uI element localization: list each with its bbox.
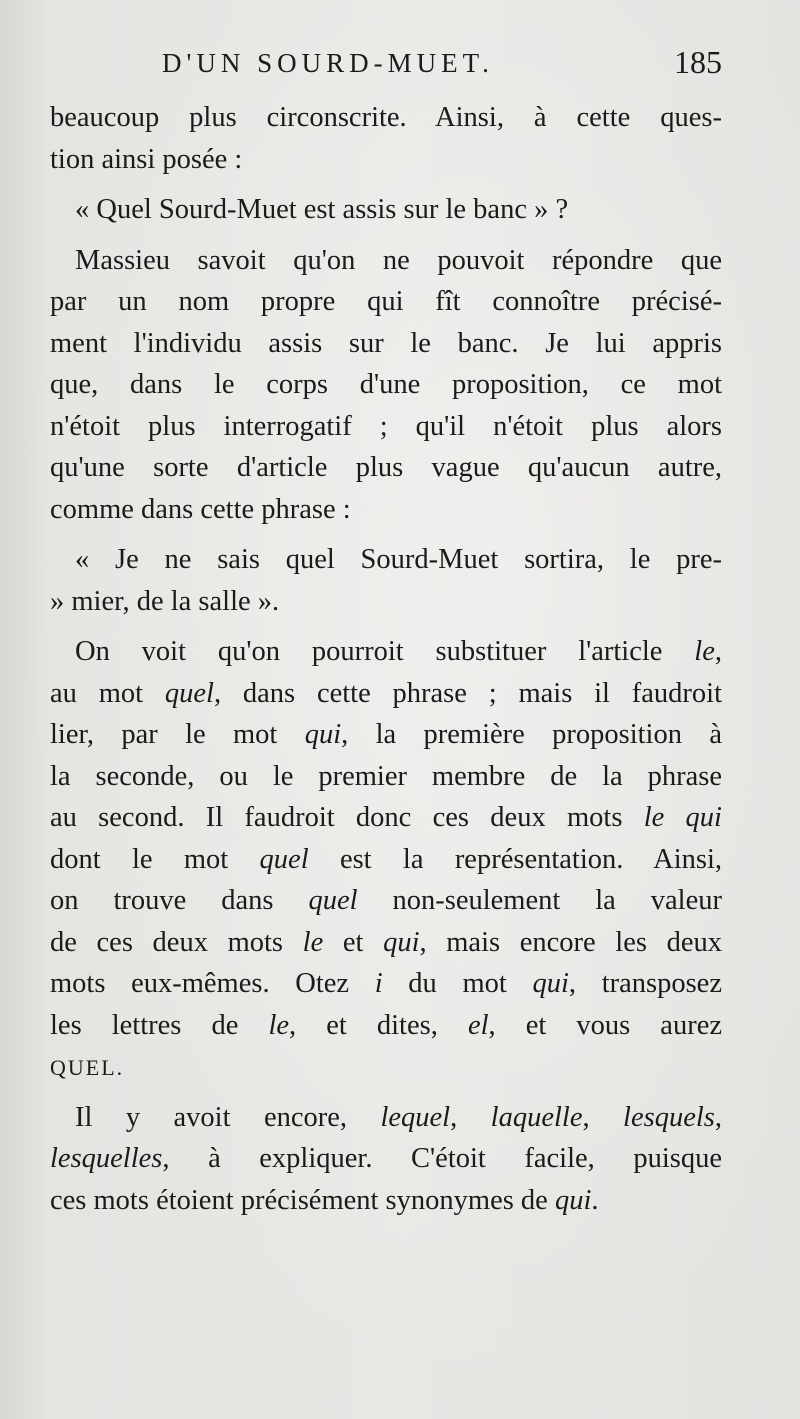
text-line: tion ainsi posée : (50, 143, 243, 175)
text-line: lesquelles, à expliquer. C'étoit facile, puisque (50, 1143, 722, 1174)
text-line: ces mots étoient précisément synonymes de qui. (50, 1184, 599, 1216)
body-text (50, 97, 722, 1221)
text-line: de ces deux mots le et qui, mais encore les deux (50, 926, 722, 958)
text-line: beaucoup plus circonscrite. Ainsi, à cette ques- (50, 102, 722, 133)
text-line: lier, par le mot qui, la première proposition à (50, 719, 722, 750)
text-line: Massieu savoit qu'on ne pouvoit répondre que (75, 244, 722, 276)
text-line: au mot quel, dans cette phrase ; mais il faudroit (50, 677, 722, 709)
text-line: qu'une sorte d'article plus vague qu'aucun autre, (50, 452, 722, 483)
quoted-example: » mier, de la salle ». (50, 585, 280, 617)
text-line: au second. Il faudroit donc ces deux mots le qui (50, 802, 722, 833)
text-line: ment l'individu assis sur le banc. Je lui appris (50, 327, 722, 359)
text-line: on trouve dans quel non-seulement la valeur (50, 885, 722, 916)
text-line: mots eux-mêmes. Otez i du mot qui, transposez (50, 968, 722, 999)
running-head: D'UN SOURD-MUET. (162, 48, 494, 78)
text-line: dont le mot quel est la représentation. Ainsi, (50, 843, 723, 875)
text-line: comme dans cette phrase : (50, 493, 351, 525)
text-line: la seconde, ou le premier membre de la phrase (50, 760, 722, 792)
text-line: que, dans le corps d'une proposition, ce mot (50, 369, 722, 400)
page-header (50, 44, 722, 88)
text-line: n'étoit plus interrogatif ; qu'il n'étoit plus alors (50, 410, 722, 442)
page-number: 185 (674, 44, 722, 80)
text-line: Il y avoit encore, lequel, laquelle, lesquels, (75, 1101, 722, 1133)
text-line: QUEL. (50, 1055, 125, 1080)
quoted-question: « Quel Sourd-Muet est assis sur le banc » ? (75, 194, 569, 225)
quoted-example: « Je ne sais quel Sourd-Muet sortira, le pre- (75, 544, 722, 575)
text-line: les lettres de le, et dites, el, et vous aurez (50, 1009, 722, 1041)
text-line: On voit qu'on pourroit substituer l'article le, (75, 636, 722, 667)
text-line: par un nom propre qui fît connoître précisé- (50, 286, 722, 317)
